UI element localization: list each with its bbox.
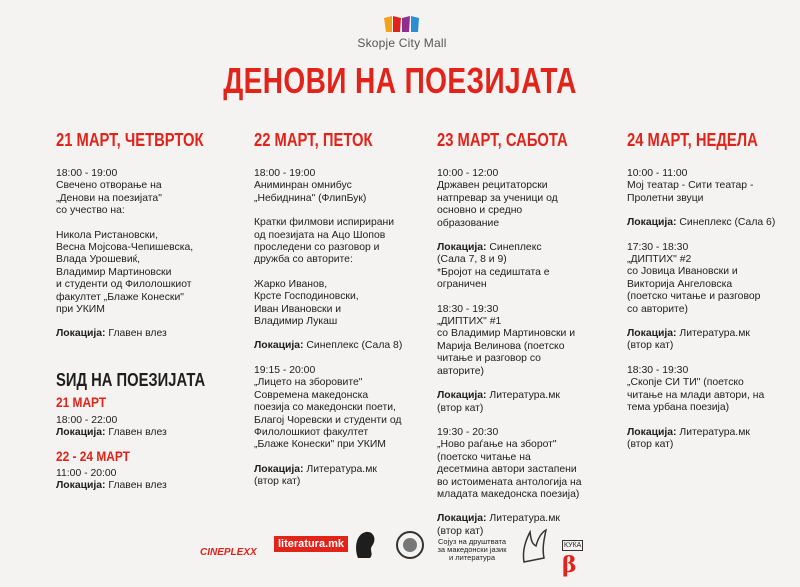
wall-location: Локација: Главен влез (56, 427, 167, 439)
portrait-logo (350, 528, 380, 567)
event-text: Државен рецитаторски (437, 180, 548, 192)
seal-icon (395, 530, 425, 560)
event-text: со Владимир Мартиновски и (437, 328, 576, 340)
wall-date: 21 МАРТ (56, 394, 107, 411)
cineplexx-logo: CINEPLEXX (200, 547, 257, 558)
event-block (254, 217, 434, 267)
event-block (627, 242, 797, 316)
event-text: образование (437, 217, 500, 229)
event-text: 19:30 - 20:30 (437, 426, 499, 438)
wall-time: 11:00 - 20:00 (56, 468, 117, 480)
location-line: Локација: Главен влез (56, 328, 167, 340)
event-block (254, 365, 434, 452)
kuda-logo: КУЌА β (562, 542, 582, 578)
event-block (254, 279, 434, 329)
event-text: натпревар за ученици од (437, 192, 558, 204)
event-text: Мој театар - Сити театар - (627, 180, 754, 192)
event-text: 10:00 - 12:00 (437, 168, 499, 179)
event-text: Владимир Мартиновски (56, 266, 172, 278)
location-line: Локација: Литература.мк (437, 513, 560, 525)
location-line: Локација: Литература.мк (627, 328, 750, 340)
portrait-icon (350, 528, 380, 562)
event-block (254, 168, 434, 205)
event-text: читање на млади автори, на (627, 389, 765, 401)
day-heading: 21 МАРТ, ЧЕТВРТОК (56, 130, 204, 150)
day-column-4 (627, 130, 797, 463)
event-text: и студенти од Филолошкиот (56, 279, 192, 291)
event-text: во истоимената антологија на (437, 476, 582, 488)
event-text: читање и разговор со (437, 353, 541, 365)
event-text: Пролетни звуци (627, 192, 704, 204)
event-text: 17:30 - 18:30 (627, 241, 689, 253)
event-text: Викторија Ангеловска (627, 278, 733, 290)
event-text: Аниминран омнибус (254, 180, 352, 192)
location-extra: (втор кат) (627, 438, 674, 450)
city-mall-logo-icon (382, 14, 422, 34)
event-text: 18:30 - 19:30 (437, 303, 499, 315)
event-text: дружба со авторите: (254, 254, 353, 266)
event-block (627, 365, 797, 415)
day-heading: 22 МАРТ, ПЕТОК (254, 130, 373, 150)
event-block (56, 168, 236, 218)
skopje-city-mall-logo (357, 14, 447, 50)
location-line: Локација: Литература.мк (627, 426, 750, 438)
event-text: со Јовица Ивановски и (627, 266, 738, 278)
beta-mark: β (562, 552, 577, 578)
event-text: Свечено отворање на (56, 180, 162, 192)
event-text: 18:30 - 19:30 (627, 364, 689, 376)
location-line: Локација: Литература.мк (437, 390, 560, 402)
rabbit-logo (518, 528, 550, 569)
location-extra: ограничен (437, 279, 487, 291)
event-text: со учество на: (56, 205, 125, 217)
event-block (437, 427, 617, 501)
event-text: „ДИПТИХ" #1 (437, 316, 502, 328)
event-text: „Ново раѓање на зборот" (437, 439, 557, 451)
event-text: Современа македонска (254, 389, 369, 401)
event-text: Жарко Иванов, (254, 278, 328, 290)
event-text: авторите) (437, 365, 484, 377)
event-text: (поетско читање и разговор (627, 291, 761, 303)
location-extra: (втор кат) (254, 476, 301, 488)
event-block (56, 230, 236, 317)
event-text: (поетско читање на (437, 451, 531, 463)
wall-date: 22 - 24 МАРТ (56, 447, 130, 464)
event-text: Филолошкиот факултет (254, 426, 369, 438)
brand-name: Skopje City Mall (357, 36, 447, 50)
wall-time: 18:00 - 22:00 (56, 414, 118, 426)
event-location (254, 340, 434, 352)
event-text: Благој Чоревски и студенти од (254, 414, 402, 426)
location-line: Локација: Синеплекс (Сала 8) (254, 340, 403, 352)
event-text: од поезијата на Ацо Шопов (254, 229, 386, 241)
event-location (627, 328, 797, 353)
location-extra: (втор кат) (437, 402, 484, 414)
location-line: Локација: Синеплекс (437, 242, 542, 254)
event-text: Весна Мојсова-Чепишевска, (56, 242, 194, 254)
event-text: Никола Ристановски, (56, 229, 158, 241)
event-text: факултет „Блаже Конески" (56, 291, 184, 303)
seal-logo (395, 530, 425, 565)
page-title: ДЕНОВИ НА ПОЕЗИЈАТА (223, 60, 577, 101)
event-text: при УКИМ (56, 304, 105, 316)
event-text: проследени со разговор и (254, 242, 380, 254)
location-extra: (Сала 7, 8 и 9) (437, 254, 507, 266)
day-heading: 24 МАРТ, НЕДЕЛА (627, 130, 758, 150)
day-column-2 (254, 130, 434, 501)
day-column-3 (437, 130, 617, 550)
event-text: 19:15 - 20:00 (254, 364, 316, 376)
event-text: младата македонска поезија) (437, 488, 580, 500)
poetry-wall-title: ЅИД НА ПОЕЗИЈАТА (56, 370, 206, 390)
event-location (627, 427, 797, 452)
event-text: 18:00 - 19:00 (56, 168, 118, 179)
wall-entry (56, 468, 238, 493)
event-block (627, 168, 797, 205)
event-text: „Денови на поезијата" (56, 192, 162, 204)
rabbit-icon (518, 528, 550, 564)
location-extra: (втор кат) (627, 340, 674, 352)
event-text: „Блаже Конески" при УКИМ (254, 439, 386, 451)
event-text: тема урбана поезија) (627, 402, 730, 414)
event-location (627, 217, 797, 229)
location-extra: (втор кат) (437, 525, 484, 537)
day-column-1 (56, 130, 236, 353)
location-extra: *Бројот на седиштата е (437, 266, 550, 278)
event-location (437, 242, 617, 292)
event-text: Владимир Лукаш (254, 316, 338, 328)
event-text: Крсте Господиновски, (254, 291, 359, 303)
event-block (437, 168, 617, 230)
event-text: со авторите) (627, 303, 688, 315)
location-line: Локација: Литература.мк (254, 463, 377, 475)
event-text: „Лицето на зборовите" (254, 377, 363, 389)
sponsor-logos (200, 528, 600, 578)
event-text: Марија Велинова (поетско (437, 340, 565, 352)
event-text: „Небиднина" (ФлипБук) (254, 192, 367, 204)
event-location (254, 464, 434, 489)
event-text: Иван Ивановски и (254, 303, 342, 315)
literatura-logo: literatura.mk (274, 536, 348, 552)
sojuz-logo: Сојуз на друштвата за македонски јазик и литература (437, 537, 507, 562)
event-text: „ДИПТИХ" #2 (627, 254, 692, 266)
event-location (56, 328, 236, 340)
location-line: Локација: Синеплекс (Сала 6) (627, 217, 776, 229)
event-text: „Скопје СИ ТИ" (поетско (627, 377, 744, 389)
poetry-wall-section (56, 370, 238, 493)
day-heading: 23 МАРТ, САБОТА (437, 130, 568, 150)
event-text: 18:00 - 19:00 (254, 168, 316, 179)
event-text: десетмина автори застапени (437, 464, 577, 476)
wall-location: Локација: Главен влез (56, 480, 167, 492)
event-block (437, 304, 617, 378)
event-text: Влада Урошевиќ, (56, 254, 141, 266)
event-text: 10:00 - 11:00 (627, 168, 688, 179)
event-text: Кратки филмови испирирани (254, 217, 395, 229)
event-location (437, 390, 617, 415)
event-text: поезија со македонски поети, (254, 402, 396, 414)
event-text: основно и средно (437, 205, 523, 217)
wall-entry (56, 415, 238, 440)
